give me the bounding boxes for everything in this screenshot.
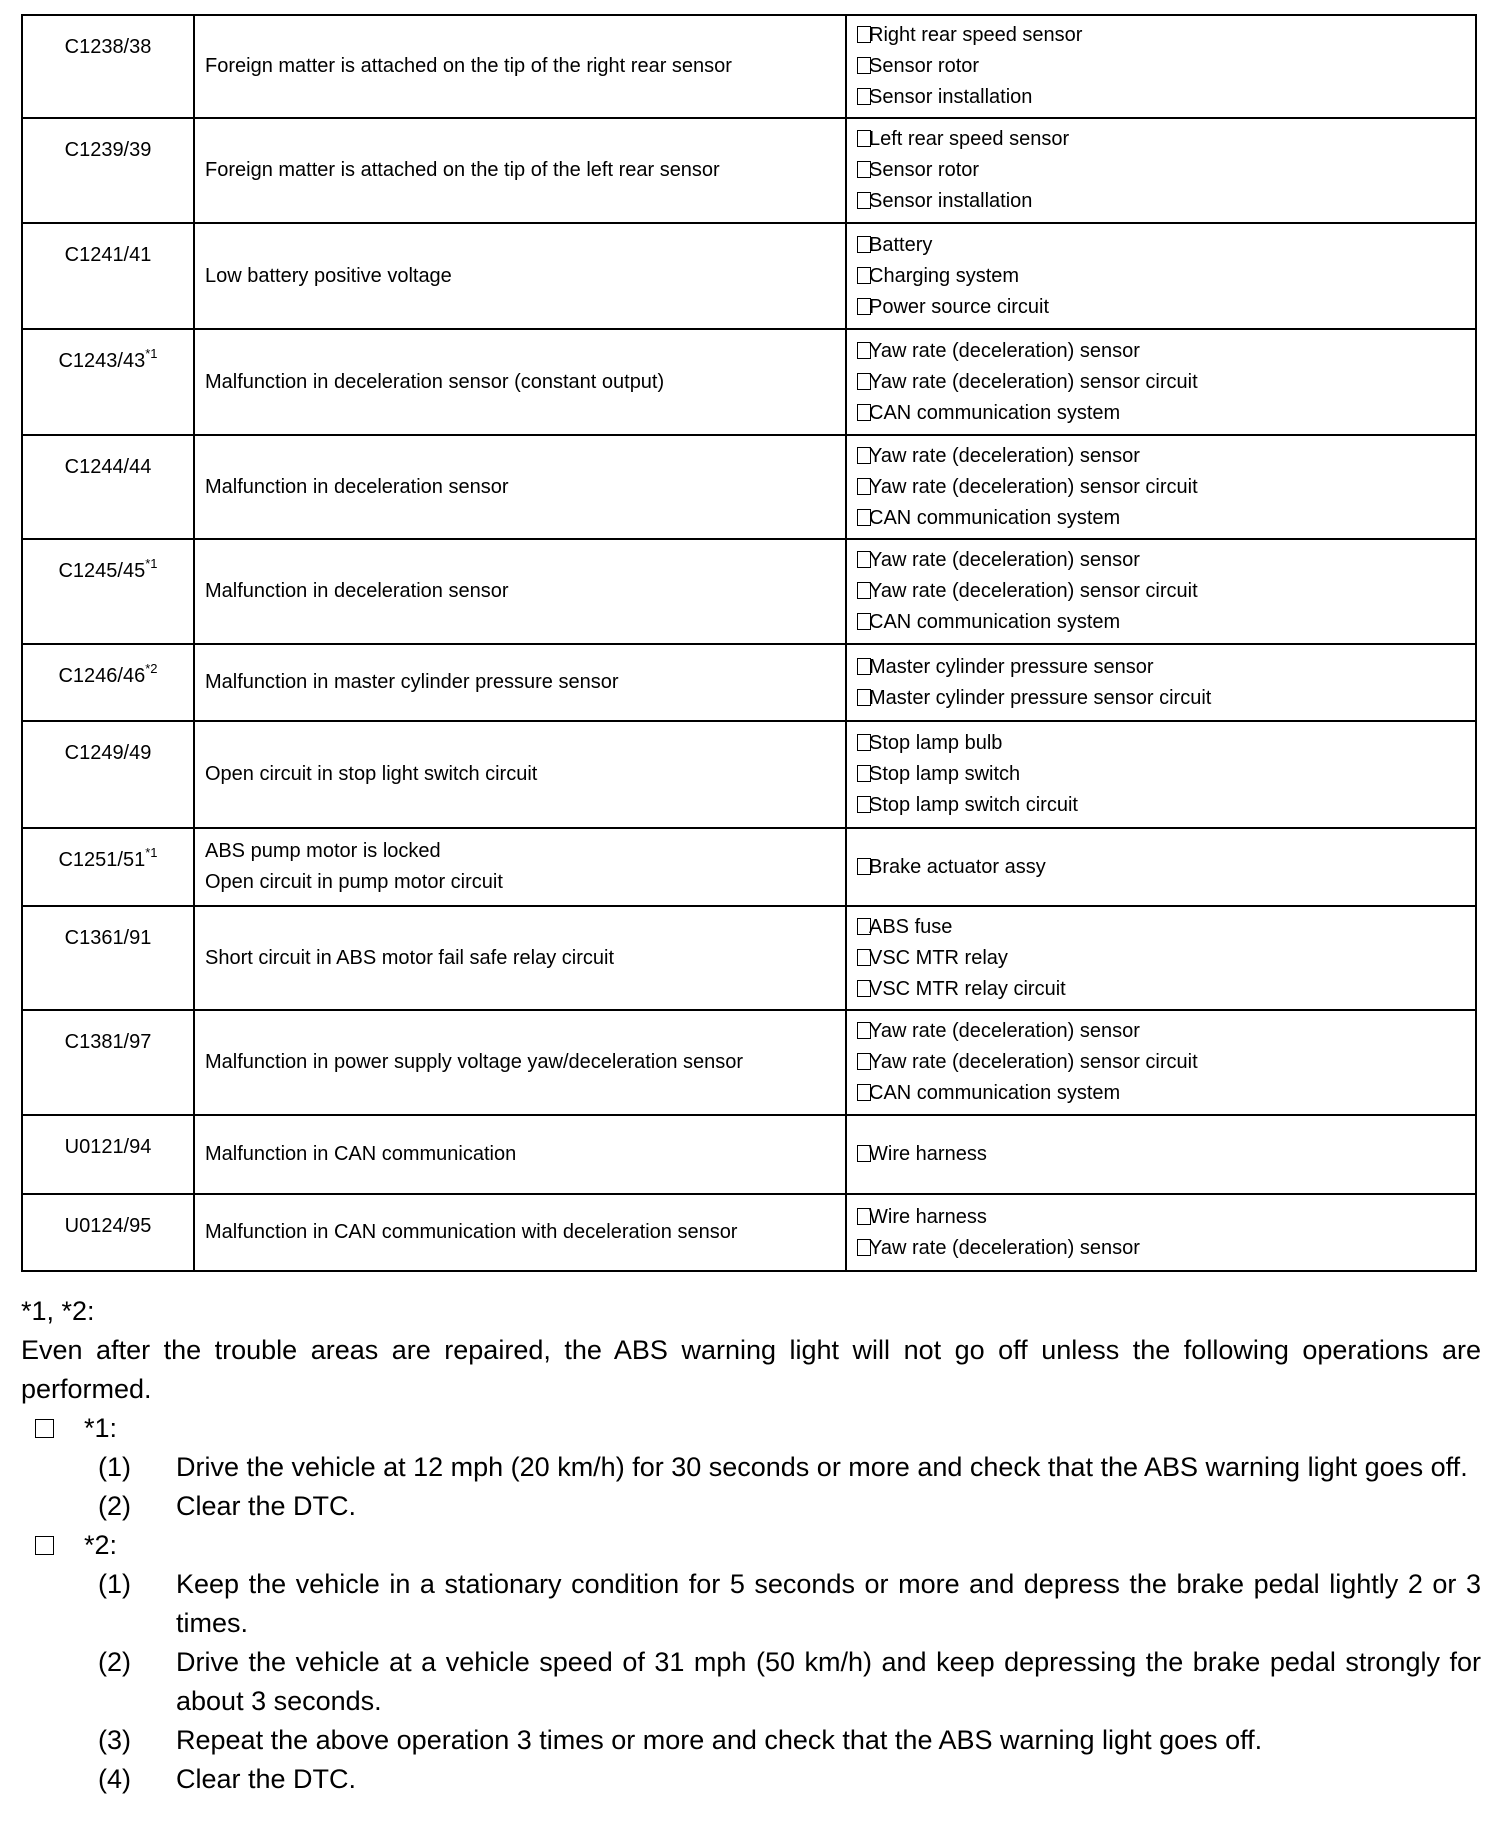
step-text: Clear the DTC. (176, 1764, 357, 1794)
trouble-area-cell (846, 1194, 1476, 1271)
notes-intro: Even after the trouble areas are repaired, the ABS warning light will not go off unless the following operations are performed. (21, 1335, 1481, 1404)
trouble-area-cell (846, 828, 1476, 906)
trouble-area-cell (846, 15, 1476, 118)
trouble-area: VSC MTR relay (857, 943, 1475, 974)
step-number: (4) (98, 1764, 131, 1794)
detection-item: Low battery positive voltage (205, 264, 452, 287)
trouble-area: Stop lamp switch circuit (857, 790, 1475, 821)
bullet-box-icon (35, 1536, 54, 1555)
dtc-code: C1361/91 (64, 927, 152, 949)
trouble-area: Master cylinder pressure sensor circuit (857, 683, 1475, 714)
note-step (21, 1565, 1481, 1643)
trouble-area: Charging system (857, 261, 1475, 292)
dtc-code: C1251/51 (58, 849, 146, 871)
trouble-area-cell (846, 223, 1476, 329)
dtc-code-cell (22, 828, 194, 906)
trouble-area: Yaw rate (deceleration) sensor circuit (857, 576, 1475, 607)
detection-item-cell (194, 435, 846, 539)
step-text: Repeat the above operation 3 times or more and check that the ABS warning light goes off. (176, 1725, 1263, 1755)
trouble-area: Wire harness (857, 1139, 1475, 1170)
dtc-code-cell (22, 15, 194, 118)
trouble-area: Power source circuit (857, 292, 1475, 323)
dtc-code-cell (22, 906, 194, 1010)
footnote-marker: *2 (145, 661, 158, 676)
dtc-code-cell (22, 644, 194, 721)
trouble-area: CAN communication system (857, 1078, 1475, 1109)
dtc-code: C1241/41 (64, 244, 152, 266)
note-step (21, 1760, 1481, 1799)
note-step (21, 1643, 1481, 1721)
trouble-area: Yaw rate (deceleration) sensor circuit (857, 472, 1475, 503)
detection-item-cell (194, 644, 846, 721)
footnote-marker: *1 (145, 346, 158, 361)
trouble-area: Sensor installation (857, 82, 1475, 113)
trouble-area: Yaw rate (deceleration) sensor (857, 441, 1475, 472)
dtc-code-cell (22, 1010, 194, 1115)
table-row (22, 721, 1476, 828)
table-row (22, 1010, 1476, 1115)
detection-item: Foreign matter is attached on the tip of the left rear sensor (205, 159, 720, 181)
footnote-marker: *1 (145, 845, 158, 860)
footnote-marker: *1 (145, 556, 158, 571)
detection-item-cell (194, 1115, 846, 1194)
detection-item: Foreign matter is attached on the tip of the right rear sensor (205, 55, 732, 77)
detection-item: ABS pump motor is locked (205, 840, 441, 862)
step-text: Keep the vehicle in a stationary condition for 5 seconds or more and depress the brake pedal lightly 2 or 3 times. (176, 1569, 1481, 1638)
trouble-area: VSC MTR relay circuit (857, 974, 1475, 1005)
table-row (22, 223, 1476, 329)
detection-item-cell (194, 828, 846, 906)
trouble-area: Right rear speed sensor (857, 20, 1475, 51)
trouble-area-cell (846, 329, 1476, 435)
trouble-area: Sensor installation (857, 186, 1475, 217)
detection-item-cell (194, 15, 846, 118)
dtc-code: C1239/39 (64, 139, 152, 161)
detection-item: Malfunction in CAN communication (205, 1143, 517, 1165)
dtc-code-cell (22, 1194, 194, 1271)
step-number: (2) (98, 1647, 131, 1677)
step-text: Drive the vehicle at 12 mph (20 km/h) for 30 seconds or more and check that the ABS warning light goes off. (176, 1452, 1468, 1482)
trouble-area: Yaw rate (deceleration) sensor (857, 1016, 1475, 1047)
detection-item: Short circuit in ABS motor fail safe relay circuit (205, 946, 615, 969)
dtc-code: C1243/43 (58, 350, 146, 372)
step-number: (2) (98, 1491, 131, 1521)
detection-item-cell (194, 118, 846, 223)
detection-item: Malfunction in master cylinder pressure sensor (205, 671, 619, 693)
dtc-code-cell (22, 1115, 194, 1194)
detection-item: Open circuit in stop light switch circuit (205, 763, 538, 785)
dtc-code-cell (22, 721, 194, 828)
dtc-code: C1246/46 (58, 665, 146, 687)
dtc-code: C1244/44 (64, 456, 152, 478)
dtc-table (21, 14, 1477, 1272)
detection-item: Malfunction in deceleration sensor (constant output) (205, 370, 665, 393)
table-row (22, 539, 1476, 644)
step-number: (1) (98, 1569, 131, 1599)
detection-item: Malfunction in CAN communication with deceleration sensor (205, 1221, 738, 1243)
trouble-area: ABS fuse (857, 912, 1475, 943)
dtc-code-cell (22, 223, 194, 329)
trouble-area: CAN communication system (857, 607, 1475, 638)
dtc-code: U0121/94 (64, 1136, 152, 1158)
dtc-code: U0124/95 (64, 1215, 152, 1237)
note-group-label: *2: (21, 1526, 1481, 1565)
table-row (22, 15, 1476, 118)
trouble-area: Stop lamp bulb (857, 728, 1475, 759)
trouble-area: Sensor rotor (857, 155, 1475, 186)
table-row (22, 118, 1476, 223)
trouble-area: Yaw rate (deceleration) sensor (857, 545, 1475, 576)
trouble-area-cell (846, 1010, 1476, 1115)
detection-item-cell (194, 721, 846, 828)
dtc-code-cell (22, 435, 194, 539)
trouble-area: Yaw rate (deceleration) sensor (857, 1233, 1475, 1264)
trouble-area-cell (846, 539, 1476, 644)
dtc-code: C1245/45 (58, 560, 146, 582)
detection-item: Malfunction in power supply voltage yaw/deceleration sensor (205, 1051, 744, 1073)
trouble-area: Battery (857, 230, 1475, 261)
table-row (22, 1115, 1476, 1194)
trouble-area: Yaw rate (deceleration) sensor (857, 336, 1475, 367)
dtc-code: C1249/49 (64, 742, 152, 764)
trouble-area: Yaw rate (deceleration) sensor circuit (857, 367, 1475, 398)
bullet-box-icon (35, 1419, 54, 1438)
step-number: (3) (98, 1725, 131, 1755)
footnotes (21, 1292, 1481, 1799)
detection-item-cell (194, 539, 846, 644)
trouble-area: Yaw rate (deceleration) sensor circuit (857, 1047, 1475, 1078)
step-number: (1) (98, 1452, 131, 1482)
detection-item: Malfunction in deceleration sensor (205, 580, 509, 602)
trouble-area: Wire harness (857, 1202, 1475, 1233)
step-text: Clear the DTC. (176, 1491, 357, 1521)
dtc-code: C1381/97 (64, 1031, 152, 1053)
detection-item-cell (194, 906, 846, 1010)
trouble-area-cell (846, 906, 1476, 1010)
trouble-area: CAN communication system (857, 503, 1475, 534)
trouble-area-cell (846, 118, 1476, 223)
table-row (22, 329, 1476, 435)
trouble-area-cell (846, 721, 1476, 828)
detection-item-cell (194, 1010, 846, 1115)
detection-item: Malfunction in deceleration sensor (205, 475, 509, 498)
trouble-area-cell (846, 644, 1476, 721)
table-row (22, 435, 1476, 539)
trouble-area: Master cylinder pressure sensor (857, 652, 1475, 683)
trouble-area: Left rear speed sensor (857, 124, 1475, 155)
trouble-area: Sensor rotor (857, 51, 1475, 82)
note-step (21, 1448, 1481, 1487)
detection-item-cell (194, 223, 846, 329)
trouble-area: CAN communication system (857, 398, 1475, 429)
dtc-code-cell (22, 329, 194, 435)
trouble-area: Stop lamp switch (857, 759, 1475, 790)
trouble-area: Brake actuator assy (857, 852, 1475, 883)
note-step (21, 1721, 1481, 1760)
note-step (21, 1487, 1481, 1526)
note-group-label: *1: (21, 1409, 1481, 1448)
detection-item-cell (194, 329, 846, 435)
detection-item-cell (194, 1194, 846, 1271)
step-text: Drive the vehicle at a vehicle speed of 31 mph (50 km/h) and keep depressing the brake pedal strongly for about 3 seconds. (176, 1647, 1481, 1716)
table-row (22, 1194, 1476, 1271)
dtc-code-cell (22, 118, 194, 223)
table-row (22, 906, 1476, 1010)
dtc-code-cell (22, 539, 194, 644)
notes-heading: *1, *2: (21, 1296, 95, 1326)
table-row (22, 644, 1476, 721)
detection-item: Open circuit in pump motor circuit (205, 871, 503, 893)
dtc-code: C1238/38 (64, 36, 152, 58)
table-row (22, 828, 1476, 906)
trouble-area-cell (846, 1115, 1476, 1194)
trouble-area-cell (846, 435, 1476, 539)
